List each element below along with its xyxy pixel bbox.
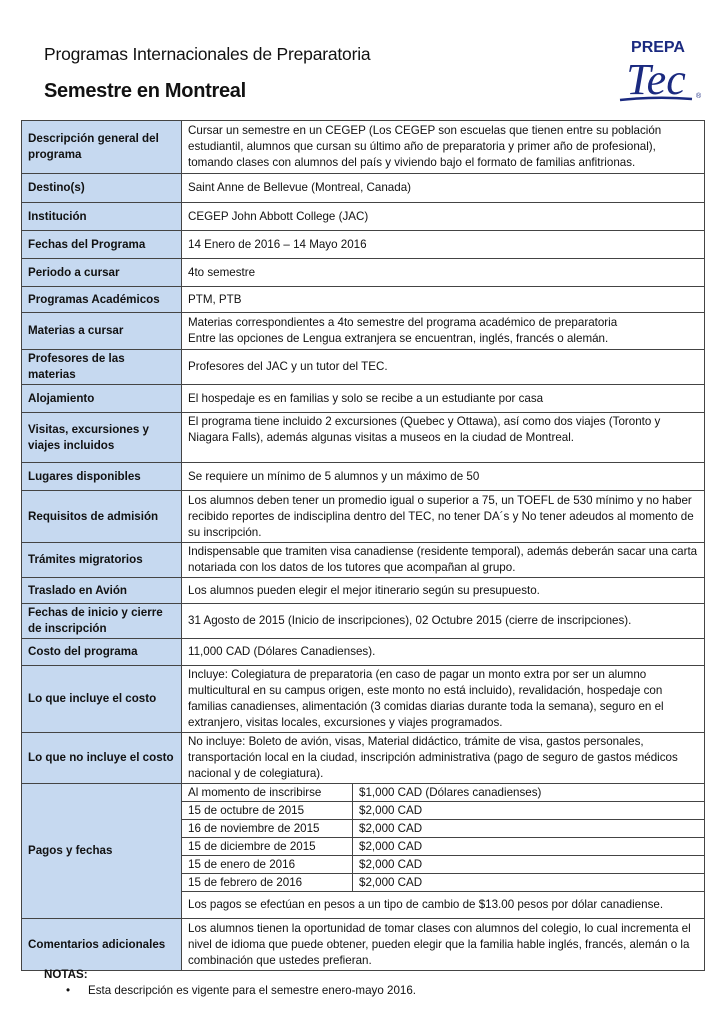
row-value-line: Materias correspondientes a 4to semestre del programa académico de preparatoria	[188, 316, 618, 329]
row-label: Destino(s)	[22, 174, 182, 203]
row-label: Trámites migratorios	[22, 543, 182, 578]
row-label: Visitas, excursiones y viajes incluidos	[22, 413, 182, 463]
row-label: Profesores de las materias	[22, 350, 182, 385]
row-value: 11,000 CAD (Dólares Canadienses).	[182, 639, 705, 666]
payment-amount: $2,000 CAD	[353, 838, 705, 856]
notes-list	[44, 984, 416, 997]
program-info-table	[21, 120, 705, 971]
row-label: Fechas del Programa	[22, 231, 182, 259]
row-label: Costo del programa	[22, 639, 182, 666]
payment-note: Los pagos se efectúan en pesos a un tipo de cambio de $13.00 pesos por dólar canadiense.	[188, 898, 664, 911]
row-value-line: Entre las opciones de Lengua extranjera se encuentran, inglés, francés o alemán.	[188, 332, 609, 345]
row-label: Periodo a cursar	[22, 259, 182, 287]
row-value: No incluye: Boleto de avión, visas, Material didáctico, trámite de visa, gastos personales, transportación local en la ciudad, inscripción administrativa (pago de seguro de gastos médicos nacional y de colegiatura).	[182, 733, 705, 784]
table-row	[22, 203, 705, 231]
payment-date: 16 de noviembre de 2015	[182, 820, 353, 838]
row-value: 31 Agosto de 2015 (Inicio de inscripciones), 02 Octubre 2015 (cierre de inscripciones).	[182, 604, 705, 639]
table-row	[22, 313, 705, 350]
payment-row	[182, 874, 704, 892]
logo-bottom-text: Tec	[626, 55, 686, 104]
row-label: Materias a cursar	[22, 313, 182, 350]
row-label: Pagos y fechas	[22, 784, 182, 919]
table-row	[22, 639, 705, 666]
row-value: Saint Anne de Bellevue (Montreal, Canada)	[182, 174, 705, 203]
payment-date: 15 de diciembre de 2015	[182, 838, 353, 856]
table-row	[22, 463, 705, 491]
payment-row	[182, 856, 704, 874]
row-label: Lo que no incluye el costo	[22, 733, 182, 784]
payment-amount: $2,000 CAD	[353, 802, 705, 820]
payments-table	[182, 784, 704, 918]
payments-row	[22, 784, 705, 919]
notes-section	[44, 968, 416, 997]
row-value: 14 Enero de 2016 – 14 Mayo 2016	[182, 231, 705, 259]
row-value: Se requiere un mínimo de 5 alumnos y un máximo de 50	[182, 463, 705, 491]
payment-amount: $2,000 CAD	[353, 856, 705, 874]
row-value: Cursar un semestre en un CEGEP (Los CEGEP son escuelas que tienen entre su población estudiantil, alumnos que cursan su último año de preparatoria y primer año de profesional), tomando clases con alumnos del país y viviendo bajo el formato de familias anfitrionas.	[182, 121, 705, 174]
row-value: El hospedaje es en familias y solo se recibe a un estudiante por casa	[182, 385, 705, 413]
payment-amount: $2,000 CAD	[353, 820, 705, 838]
row-label: Alojamiento	[22, 385, 182, 413]
row-value: Los alumnos tienen la oportunidad de tomar clases con alumnos del colegio, lo cual incrementa el nivel de idioma que puede obtener, pueden elegir que la familia hable inglés, francés, alemán o la combinación que ustedes prefieran.	[182, 919, 705, 971]
row-label: Lugares disponibles	[22, 463, 182, 491]
row-value: CEGEP John Abbott College (JAC)	[182, 203, 705, 231]
table-row	[22, 543, 705, 578]
registered-mark: ®	[696, 93, 702, 100]
payment-row	[182, 820, 704, 838]
notes-title: NOTAS:	[44, 968, 88, 981]
table-row	[22, 604, 705, 639]
payment-amount: $2,000 CAD	[353, 874, 705, 892]
table-row	[22, 666, 705, 733]
row-label: Institución	[22, 203, 182, 231]
table-row	[22, 287, 705, 313]
row-value: Indispensable que tramiten visa canadiense (residente temporal), además deberán sacar una carta notariada con los datos de los tutores que acompañan al grupo.	[182, 543, 705, 578]
payment-row	[182, 784, 704, 802]
logo-top-text: PREPA	[631, 39, 685, 56]
table-row	[22, 578, 705, 604]
row-label: Programas Académicos	[22, 287, 182, 313]
row-value: Incluye: Colegiatura de preparatoria (en caso de pagar un monto extra por ser un alumno multicultural en su campus origen, este monto no está incluido), revalidación, hospedaje con familias canadienses, alimentación (3 comidas diarias durante toda la semana), seguro en el extranjero, visitas locales, excursiones y viajes programados.	[182, 666, 705, 733]
row-label: Comentarios adicionales	[22, 919, 182, 971]
page-title: Semestre en Montreal	[44, 80, 246, 102]
row-value: Los alumnos pueden elegir el mejor itinerario según su presupuesto.	[182, 578, 705, 604]
note-text: Esta descripción es vigente para el semestre enero-mayo 2016.	[88, 984, 417, 997]
payment-row	[182, 838, 704, 856]
table-row	[22, 491, 705, 543]
row-value: PTM, PTB	[182, 287, 705, 313]
table-row	[22, 259, 705, 287]
row-value	[182, 313, 705, 350]
table-row	[22, 350, 705, 385]
row-label: Traslado en Avión	[22, 578, 182, 604]
payments-cell	[182, 784, 705, 919]
row-label: Lo que incluye el costo	[22, 666, 182, 733]
header-subtitle: Programas Internacionales de Preparatoria	[44, 44, 371, 64]
payment-date: 15 de octubre de 2015	[182, 802, 353, 820]
table-row	[22, 413, 705, 463]
payment-amount: $1,000 CAD (Dólares canadienses)	[353, 784, 705, 802]
payment-row	[182, 802, 704, 820]
row-label: Descripción general del programa	[22, 121, 182, 174]
table-row	[22, 121, 705, 174]
row-value: 4to semestre	[182, 259, 705, 287]
row-label: Requisitos de admisión	[22, 491, 182, 543]
payment-date: 15 de enero de 2016	[182, 856, 353, 874]
table-row	[22, 174, 705, 203]
note-item	[66, 984, 417, 997]
row-label: Fechas de inicio y cierre de inscripción	[22, 604, 182, 639]
table-row	[22, 231, 705, 259]
table-row	[22, 733, 705, 784]
payment-date: Al momento de inscribirse	[182, 784, 353, 802]
prepatec-logo	[612, 36, 704, 108]
table-row	[22, 919, 705, 971]
payment-date: 15 de febrero de 2016	[182, 874, 353, 892]
row-value: Los alumnos deben tener un promedio igual o superior a 75, un TOEFL de 530 mínimo y no haber recibido reportes de indisciplina dentro del TEC, no tener DA´s y No tener adeudos al momento de su inscripción.	[182, 491, 705, 543]
payment-note-row	[182, 892, 704, 919]
row-value: Profesores del JAC y un tutor del TEC.	[182, 350, 705, 385]
table-row	[22, 385, 705, 413]
row-value: El programa tiene incluido 2 excursiones (Quebec y Ottawa), así como dos viajes (Toronto y Niagara Falls), además algunas visitas a museos en la ciudad de Montreal.	[182, 413, 705, 463]
bullet-icon: •	[66, 984, 71, 997]
